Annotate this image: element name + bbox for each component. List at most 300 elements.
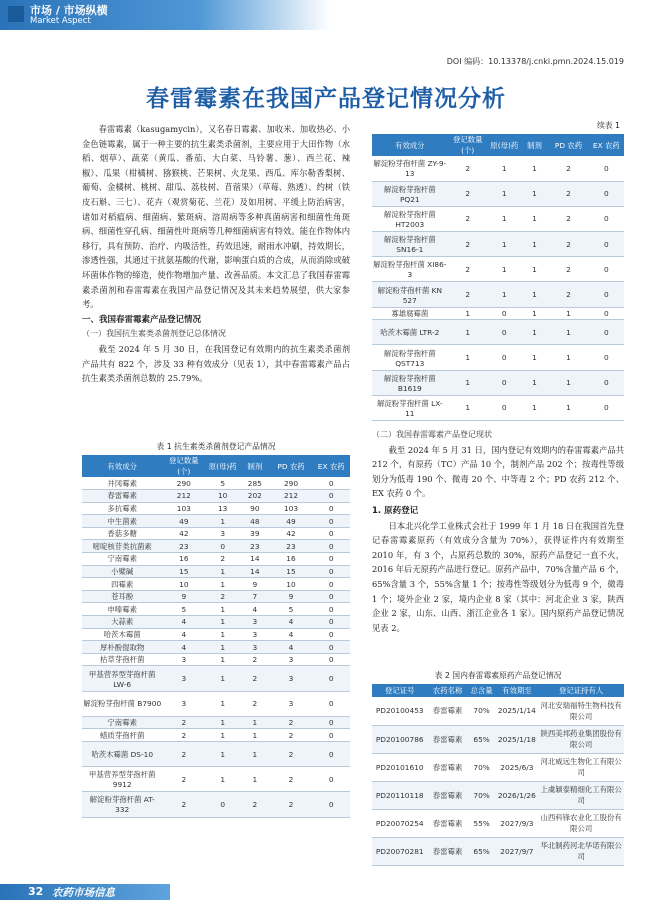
table-cell: 0: [312, 553, 350, 566]
table-cell: 1: [448, 320, 488, 345]
column-header: PD 农药: [270, 455, 313, 477]
table-cell: 2: [162, 741, 205, 766]
table-cell: 山西科锋农业化工股份有限公司: [538, 809, 624, 837]
table-cell: 甲基营养型芽孢杆菌 LW-6: [82, 666, 162, 691]
table-row: [372, 809, 624, 837]
table-cell: 212: [270, 490, 313, 503]
table-cell: 四霉素: [82, 578, 162, 591]
table-cell: PD20070254: [372, 809, 427, 837]
table-cell: 0: [312, 653, 350, 666]
column-header: PD 农药: [548, 134, 588, 156]
table-cell: 厚朴酚提取物: [82, 641, 162, 654]
table-cell: 1: [205, 628, 240, 641]
table-cell: 蜡质芽孢杆菌: [82, 729, 162, 742]
table-cell: 90: [240, 502, 269, 515]
table1: [82, 455, 350, 818]
section-heading-1: 一、我国春雷霉素产品登记情况: [82, 314, 202, 325]
table-cell: 0: [589, 181, 624, 206]
table-cell: 0: [488, 395, 521, 420]
table-cell: 3: [240, 616, 269, 629]
table-cell: 0: [312, 540, 350, 553]
table-row: [82, 767, 350, 792]
table-cell: 解淀粉芽孢杆菌 PQ21: [372, 181, 448, 206]
table-cell: 285: [240, 477, 269, 490]
table-cell: 0: [205, 792, 240, 817]
table-cell: 1: [205, 729, 240, 742]
table-cell: 哈茨木霉菌 LTR-2: [372, 320, 448, 345]
table-cell: 0: [312, 792, 350, 817]
table-cell: 小檗碱: [82, 565, 162, 578]
table-cell: 14: [240, 553, 269, 566]
table-cell: 0: [589, 206, 624, 231]
table-cell: 春雷霉素: [427, 753, 467, 781]
table-cell: 0: [589, 307, 624, 320]
table-cell: 0: [312, 641, 350, 654]
table-cell: 解淀粉芽孢杆菌 ZY-9-13: [372, 156, 448, 181]
table-cell: 0: [488, 345, 521, 370]
table-cell: 39: [240, 527, 269, 540]
table-row: [82, 502, 350, 515]
table-cell: 4: [162, 641, 205, 654]
table-cell: 0: [589, 320, 624, 345]
table-cell: 0: [312, 590, 350, 603]
table-cell: PD20100453: [372, 697, 427, 725]
table-cell: 10: [270, 578, 313, 591]
table-cell: 10: [162, 578, 205, 591]
table-cell: 15: [270, 565, 313, 578]
table-cell: 0: [589, 395, 624, 420]
table-cell: 2: [270, 716, 313, 729]
table-cell: 2: [240, 666, 269, 691]
table-cell: 0: [312, 666, 350, 691]
table-cell: 香菇多糖: [82, 527, 162, 540]
table-cell: PD20101610: [372, 753, 427, 781]
table-row: [82, 716, 350, 729]
table-cell: 23: [240, 540, 269, 553]
table-cell: 48: [240, 515, 269, 528]
table-cell: 0: [312, 691, 350, 716]
table-cell: 1: [205, 653, 240, 666]
table-cell: 2025/1/18: [495, 725, 538, 753]
table-row: [82, 490, 350, 503]
table-cell: 7: [240, 590, 269, 603]
table-cell: 2: [548, 282, 588, 307]
table-cell: 23: [270, 540, 313, 553]
table-cell: 1: [205, 565, 240, 578]
table-row: [372, 232, 624, 257]
table-row: [372, 307, 624, 320]
table-cell: 春雷霉素: [427, 809, 467, 837]
page-footer: [0, 878, 652, 900]
table-cell: 华北制药河北华诺有限公司: [538, 837, 624, 865]
table-cell: 4: [240, 603, 269, 616]
table-cell: 49: [162, 515, 205, 528]
table-cell: 0: [312, 565, 350, 578]
table-cell: 解淀粉芽孢杆菌 AT-332: [82, 792, 162, 817]
table-cell: 0: [312, 716, 350, 729]
table-cell: 3: [270, 691, 313, 716]
table-cell: 解淀粉芽孢杆菌 B7900: [82, 691, 162, 716]
table-cell: 1: [205, 603, 240, 616]
table-cell: 解淀粉芽孢杆菌 B1619: [372, 370, 448, 395]
table-cell: 上虞颖泰精细化工有限公司: [538, 781, 624, 809]
table-cell: 1: [548, 320, 588, 345]
table-cell: 1: [548, 395, 588, 420]
table-cell: 2: [448, 257, 488, 282]
table-cell: 0: [312, 502, 350, 515]
journal-name: 农药市场信息: [52, 887, 115, 899]
table-cell: 1: [548, 307, 588, 320]
table-cell: 1: [521, 320, 549, 345]
table-cell: 1: [205, 515, 240, 528]
table-cell: 42: [162, 527, 205, 540]
table-cell: 10: [205, 490, 240, 503]
table-cell: 15: [162, 565, 205, 578]
column-header: 总含量: [468, 684, 496, 697]
table-cell: 0: [589, 156, 624, 181]
table-cell: 2026/1/26: [495, 781, 538, 809]
table-row: [372, 320, 624, 345]
column-header: 登记证持有人: [538, 684, 624, 697]
table-cell: 1: [488, 156, 521, 181]
table-cell: 14: [240, 565, 269, 578]
left-column: [82, 122, 350, 386]
table-row: [82, 590, 350, 603]
table-cell: 寡雄腐霉菌: [372, 307, 448, 320]
table-cell: 3: [162, 653, 205, 666]
table-cell: 解淀粉芽孢杆菌 LX-11: [372, 395, 448, 420]
table-cell: 宁南霉素: [82, 716, 162, 729]
table-cell: 1: [240, 729, 269, 742]
table-cell: 春雷霉素: [82, 490, 162, 503]
table-cell: 2: [240, 653, 269, 666]
table-row: [82, 628, 350, 641]
table-cell: 0: [589, 345, 624, 370]
table-cell: 3: [205, 527, 240, 540]
table-cell: 0: [312, 515, 350, 528]
table-cell: 0: [312, 490, 350, 503]
table-row: [372, 282, 624, 307]
table-row: [82, 553, 350, 566]
table-cell: 2: [548, 181, 588, 206]
table-cell: 0: [589, 257, 624, 282]
table-cell: 42: [270, 527, 313, 540]
table-row: [372, 725, 624, 753]
table-cell: 甲基营养型芽孢杆菌 9912: [82, 767, 162, 792]
header-square-icon: [8, 6, 24, 22]
table-cell: 2: [448, 206, 488, 231]
table-cell: 1: [488, 257, 521, 282]
table1-continued: [372, 134, 624, 421]
table-cell: 202: [240, 490, 269, 503]
table-cell: 2: [270, 792, 313, 817]
table-row: [372, 697, 624, 725]
table-cell: 大蒜素: [82, 616, 162, 629]
table-row: [82, 540, 350, 553]
table-cell: 2: [162, 767, 205, 792]
column-header: 有效期至: [495, 684, 538, 697]
table-cell: 3: [162, 691, 205, 716]
table-cell: 1: [448, 395, 488, 420]
column-header: 农药名称: [427, 684, 467, 697]
table-cell: 1: [240, 716, 269, 729]
table-cell: 1: [240, 767, 269, 792]
table-cell: PD20110118: [372, 781, 427, 809]
table-cell: 苍耳酚: [82, 590, 162, 603]
table-row: [372, 257, 624, 282]
table-cell: 1: [488, 232, 521, 257]
table-cell: 2: [162, 716, 205, 729]
table-cell: 哈茨木霉菌 DS-10: [82, 741, 162, 766]
right-column: [372, 428, 624, 635]
table-cell: 0: [312, 616, 350, 629]
table-cell: 2: [270, 741, 313, 766]
table1-continued-caption: 续表 1: [596, 121, 620, 130]
column-header: 原(母)药: [488, 134, 521, 156]
table-row: [82, 527, 350, 540]
table-cell: 5: [162, 603, 205, 616]
table-cell: 0: [312, 578, 350, 591]
table-cell: 2: [448, 181, 488, 206]
table-cell: 290: [270, 477, 313, 490]
table-cell: 河北安瑞福特生物科技有限公司: [538, 697, 624, 725]
table-cell: 1: [205, 578, 240, 591]
raw-material-heading: 1. 原药登记: [372, 505, 419, 516]
table-cell: 解淀粉芽孢杆菌 SN16-1: [372, 232, 448, 257]
table-cell: 2: [205, 553, 240, 566]
table-cell: 0: [312, 767, 350, 792]
table-cell: 嘧啶核苷类抗菌素: [82, 540, 162, 553]
table2: [372, 684, 624, 866]
table-cell: 3: [270, 653, 313, 666]
kasugamycin-paragraph: 截至 2024 年 5 月 31 日，国内登记有效期内的春雷霉素产品共 212 个，有原药（TC）产品 10 个，制剂产品 202 个；按毒性等级划分为低毒 190 个、微毒 20 个、中等毒 2 个；PD 农药 212 个、EX 农药 0 个。: [372, 444, 624, 499]
column-header: 有效成分: [82, 455, 162, 477]
table-cell: 1: [521, 282, 549, 307]
table-cell: 1: [205, 641, 240, 654]
table-cell: 2: [240, 792, 269, 817]
table-cell: 49: [270, 515, 313, 528]
table-cell: 春雷霉素: [427, 697, 467, 725]
subsection-heading-1: （一）我国抗生素类杀菌剂登记总体情况: [82, 329, 226, 339]
table-cell: 65%: [468, 837, 496, 865]
article-title: 春雷霉素在我国产品登记情况分析: [146, 85, 506, 112]
table-cell: 2: [448, 232, 488, 257]
table-cell: 1: [448, 370, 488, 395]
table-cell: 申嗪霉素: [82, 603, 162, 616]
section-title-en: Market Aspect: [30, 16, 91, 26]
table-row: [82, 792, 350, 817]
table-row: [82, 666, 350, 691]
table-row: [372, 370, 624, 395]
table-cell: 70%: [468, 781, 496, 809]
table-cell: 2: [548, 257, 588, 282]
column-header: 制剂: [240, 455, 269, 477]
table-cell: 3: [240, 641, 269, 654]
table-cell: 3: [240, 628, 269, 641]
table-cell: 2: [548, 232, 588, 257]
table-cell: 9: [162, 590, 205, 603]
table-cell: 4: [270, 641, 313, 654]
column-header: 登记数量(个): [162, 455, 205, 477]
column-header: 制剂: [521, 134, 549, 156]
table-cell: 2: [162, 729, 205, 742]
table-row: [82, 578, 350, 591]
table-cell: 1: [488, 282, 521, 307]
table-cell: 1: [205, 666, 240, 691]
table-cell: 0: [312, 477, 350, 490]
table-cell: 1: [205, 741, 240, 766]
table-row: [82, 741, 350, 766]
table-cell: 0: [312, 527, 350, 540]
table-cell: 1: [488, 206, 521, 231]
table-cell: 0: [312, 628, 350, 641]
table2-caption: 表 2 国内春雷霉素原药产品登记情况: [434, 671, 562, 680]
table-row: [82, 565, 350, 578]
table-cell: 1: [448, 345, 488, 370]
table-row: [372, 395, 624, 420]
table-row: [372, 206, 624, 231]
table-row: [372, 753, 624, 781]
page-header: [0, 0, 652, 30]
table-cell: 0: [205, 540, 240, 553]
table-cell: 103: [270, 502, 313, 515]
table-row: [372, 345, 624, 370]
subsection-heading-2: （二）我国春雷霉素产品登记现状: [372, 430, 492, 439]
table-cell: 2: [205, 590, 240, 603]
table-cell: 16: [162, 553, 205, 566]
table-cell: 290: [162, 477, 205, 490]
table-cell: 宁南霉素: [82, 553, 162, 566]
table-row: [82, 603, 350, 616]
table-row: [82, 477, 350, 490]
table-cell: 2: [270, 729, 313, 742]
table-cell: 春雷霉素: [427, 781, 467, 809]
table-cell: 春雷霉素: [427, 725, 467, 753]
table-cell: 2025/1/14: [495, 697, 538, 725]
table-cell: 9: [240, 578, 269, 591]
table-cell: 0: [488, 307, 521, 320]
table-cell: 65%: [468, 725, 496, 753]
table-cell: 4: [270, 628, 313, 641]
raw-material-paragraph: 日本北兴化学工业株式会社于 1999 年 1 月 18 日在我国首先登记春雷霉素原药（有效成分含量为 70%），获得证件内有效期至 2010 年，有 3 个，占原药总数的 30%，原药产品登记一直不火，2016 年后无原药产品进行登记。原药产品中，70%含量产品 6 个，65%含量 3 个，55%含量 1 个；按毒性等级划分为低毒 9 个，微毒 1 个；境外企业 2 家，境内企业 8 家（其中：河北企业 3 家，陕西企业 2 家，山东、山西、浙江企业各 1 家）。国内原药产品登记情况见表 2。: [372, 520, 624, 633]
table-cell: 河北威远生物化工有限公司: [538, 753, 624, 781]
column-header: 有效成分: [372, 134, 448, 156]
column-header: 登记数量(个): [448, 134, 488, 156]
table-cell: 0: [488, 320, 521, 345]
table-cell: 4: [162, 628, 205, 641]
table-cell: 2: [240, 691, 269, 716]
table-row: [82, 641, 350, 654]
table-cell: 中生菌素: [82, 515, 162, 528]
table-row: [372, 181, 624, 206]
table-cell: 1: [548, 370, 588, 395]
table-row: [82, 616, 350, 629]
table-cell: 2025/6/3: [495, 753, 538, 781]
table-cell: 1: [521, 395, 549, 420]
table-cell: 解淀粉芽孢杆菌 HT2003: [372, 206, 448, 231]
column-header: EX 农药: [589, 134, 624, 156]
table-cell: 103: [162, 502, 205, 515]
table-cell: 枯草芽孢杆菌: [82, 653, 162, 666]
table-row: [82, 729, 350, 742]
table1-caption: 表 1 抗生素类杀菌剂登记产品情况: [156, 442, 276, 451]
table-cell: 23: [162, 540, 205, 553]
intro-paragraph: 春雷霉素（kasugamycin），又名春日霉素、加收米、加收热必、小金色链霉素，属于一种主要的抗生素类杀菌剂，主要应用于大田作物（水稻、烟草）、蔬菜（黄瓜、番茄、大白菜、马铃薯、葱）、西兰花、辣椒）、瓜果（柑橘树、猕猴桃、芒果树、火龙果、西瓜、库尔勒香梨树、葡萄、金橘树、桃树、甜瓜、荔枝树、苜蓿果）（草莓、熟透）、约树（铁皮石斛、三七）、花卉（观赏菊花、兰花）及如用树、平缓上防治病害，诸如对稻瘟病、细菌病、紫斑病、溶周病等多种真菌病害和细菌性角斑病、细菌性穿孔病、细菌性叶斑病等几种细菌病害有特效。能在作物体内移行，具有预防、治疗、内吸活性，药效迅速，耐雨水冲刷，持效期长，渗透性强，其通过干扰氨基酸的代谢，影响蛋白质的合成，从而消除或破坏菌体作物的缔造，使作物增加产量、改善品质。本文汇总了我国春雷霉素杀菌剂和春雷霉素在我国产品登记情况及其未来趋势展望，供大家参考。: [82, 124, 350, 310]
table-cell: 1: [521, 206, 549, 231]
table-cell: 2: [448, 282, 488, 307]
table-cell: 0: [312, 603, 350, 616]
table-cell: 2: [270, 767, 313, 792]
table-cell: 70%: [468, 697, 496, 725]
table-cell: 1: [488, 181, 521, 206]
table-cell: 2: [162, 792, 205, 817]
table-cell: 0: [488, 370, 521, 395]
table-cell: 1: [521, 232, 549, 257]
table-cell: 0: [589, 370, 624, 395]
column-header: 登记证号: [372, 684, 427, 697]
table-cell: 70%: [468, 753, 496, 781]
table-cell: 0: [312, 741, 350, 766]
table-cell: 1: [205, 616, 240, 629]
table-cell: PD20070281: [372, 837, 427, 865]
table-cell: 3: [270, 666, 313, 691]
table-cell: 1: [521, 181, 549, 206]
table-cell: 2: [448, 156, 488, 181]
table-cell: 1: [521, 307, 549, 320]
table-row: [372, 156, 624, 181]
table-cell: 1: [521, 257, 549, 282]
table-cell: 2027/9/3: [495, 809, 538, 837]
table-cell: 4: [162, 616, 205, 629]
table-row: [82, 691, 350, 716]
table-cell: 3: [162, 666, 205, 691]
column-header: 原(母)药: [205, 455, 240, 477]
table-row: [372, 837, 624, 865]
page-number: 32: [28, 885, 44, 898]
table-cell: 1: [521, 156, 549, 181]
table-cell: 1: [240, 741, 269, 766]
table-row: [82, 653, 350, 666]
table-cell: 2: [548, 206, 588, 231]
table-row: [372, 781, 624, 809]
table-cell: 5: [270, 603, 313, 616]
table-cell: 16: [270, 553, 313, 566]
stats-paragraph: 截至 2024 年 5 月 30 日，在我国登记有效期内的抗生素类杀菌剂产品共有 822 个，涉及 33 种有效成分（见表 1），其中春雷霉素产品占抗生素类杀菌剂总数的 25.79%。: [82, 343, 350, 384]
table-cell: 1: [205, 691, 240, 716]
table-cell: 0: [589, 282, 624, 307]
table-cell: 0: [312, 729, 350, 742]
table-cell: 哈茨木霉菌: [82, 628, 162, 641]
table-cell: 春雷霉素: [427, 837, 467, 865]
table-cell: 陕西美邦药业集团股份有限公司: [538, 725, 624, 753]
table-row: [82, 515, 350, 528]
table-cell: 5: [205, 477, 240, 490]
table-cell: 解淀粉芽孢杆菌 QST713: [372, 345, 448, 370]
table-cell: 1: [205, 767, 240, 792]
table-cell: 1: [205, 716, 240, 729]
table-cell: 212: [162, 490, 205, 503]
table-cell: 1: [521, 345, 549, 370]
table-cell: 13: [205, 502, 240, 515]
table-cell: PD20100786: [372, 725, 427, 753]
table-cell: 0: [589, 232, 624, 257]
table-cell: 2027/9/7: [495, 837, 538, 865]
table-cell: 55%: [468, 809, 496, 837]
section-title-cn: 市场 / 市场纵横: [30, 4, 108, 17]
table-cell: 1: [521, 370, 549, 395]
table-cell: 解淀粉芽孢杆菌 KN 527: [372, 282, 448, 307]
table-cell: 1: [448, 307, 488, 320]
